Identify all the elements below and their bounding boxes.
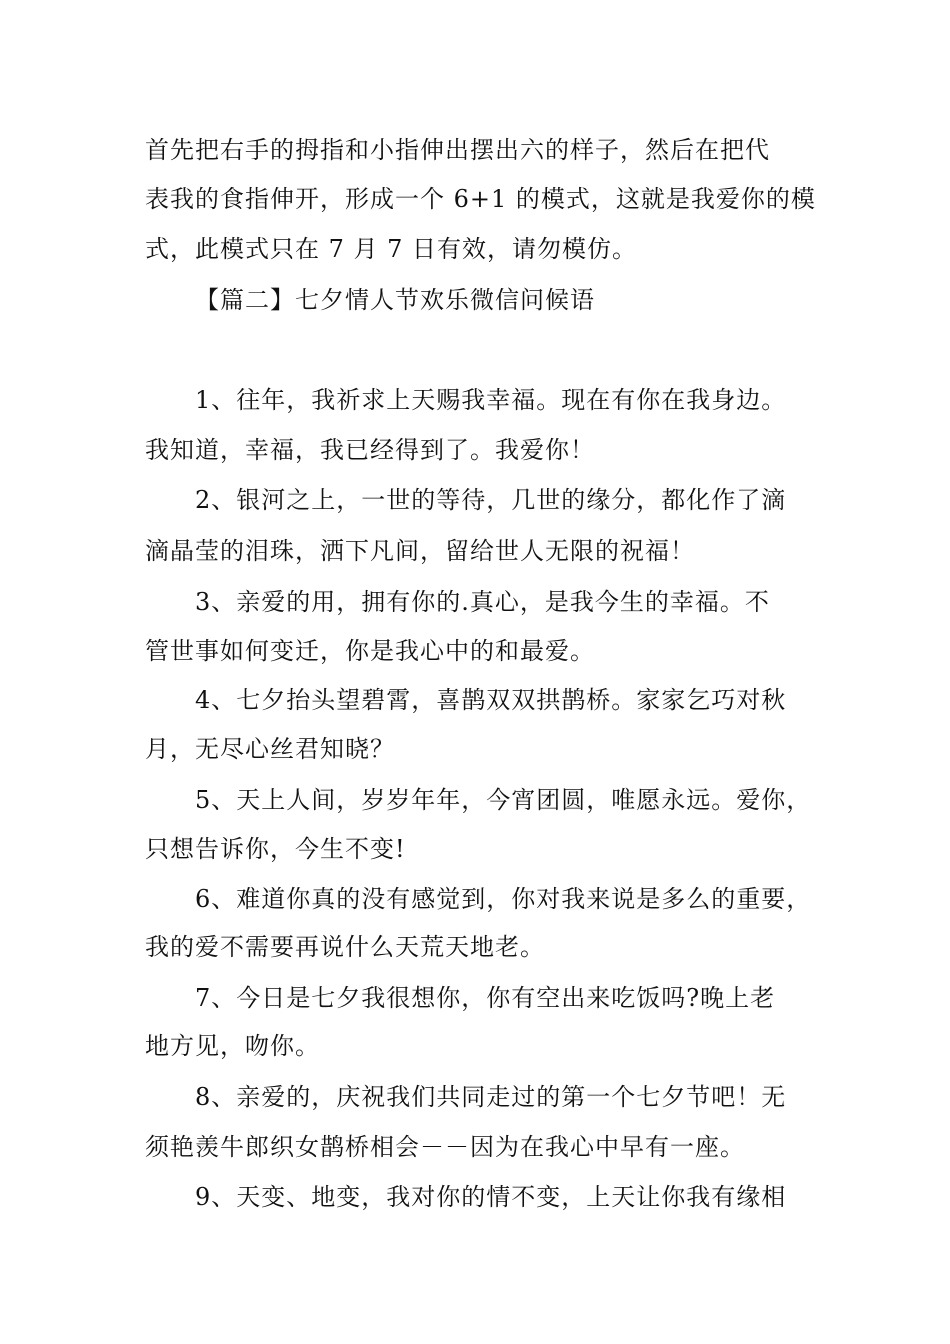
item-7-line-2: 地方见，吻你。 (145, 1032, 320, 1060)
item-4-line-1: 4、七夕抬头望碧霄，喜鹊双双拱鹊桥。家家乞巧对秋 (195, 686, 787, 714)
intro-line-2: 表我的食指伸开，形成一个 6+1 的模式，这就是我爱你的模 (145, 185, 816, 213)
item-8-line-1: 8、亲爱的，庆祝我们共同走过的第一个七夕节吧！无 (195, 1083, 787, 1111)
item-3-line-2: 管世事如何变迁，你是我心中的和最爱。 (145, 637, 595, 665)
intro-line-3: 式，此模式只在 7 月 7 日有效，请勿模仿。 (145, 235, 638, 263)
item-6-line-1: 6、难道你真的没有感觉到，你对我来说是多么的重要， (195, 885, 812, 913)
item-1-line-2: 我知道，幸福，我已经得到了。我爱你！ (145, 436, 595, 464)
item-2-line-1: 2、银河之上，一世的等待，几世的缘分，都化作了滴 (195, 486, 787, 514)
item-2-line-2: 滴晶莹的泪珠，洒下凡间，留给世人无限的祝福！ (145, 537, 695, 565)
item-4-line-2: 月，无尽心丝君知晓？ (145, 735, 395, 763)
item-3-line-1: 3、亲爱的用，拥有你的.真心，是我今生的幸福。不 (195, 588, 770, 616)
item-5-line-2: 只想告诉你，今生不变! (145, 835, 406, 863)
item-6-line-2: 我的爱不需要再说什么天荒天地老。 (145, 933, 545, 961)
item-9-line-1: 9、天变、地变，我对你的情不变，上天让你我有缘相 (195, 1183, 787, 1211)
item-1-line-1: 1、往年，我祈求上天赐我幸福。现在有你在我身边。 (195, 386, 787, 414)
item-7-line-1: 7、今日是七夕我很想你，你有空出来吃饭吗?晚上老 (195, 984, 776, 1012)
section-heading: 【篇二】七夕情人节欢乐微信问候语 (195, 286, 595, 314)
intro-line-1: 首先把右手的拇指和小指伸出摆出六的样子，然后在把代 (145, 136, 770, 164)
item-8-line-2: 须艳羡牛郎织女鹊桥相会－－因为在我心中早有一座。 (145, 1133, 745, 1161)
item-5-line-1: 5、天上人间，岁岁年年，今宵团圆，唯愿永远。爱你， (195, 786, 812, 814)
